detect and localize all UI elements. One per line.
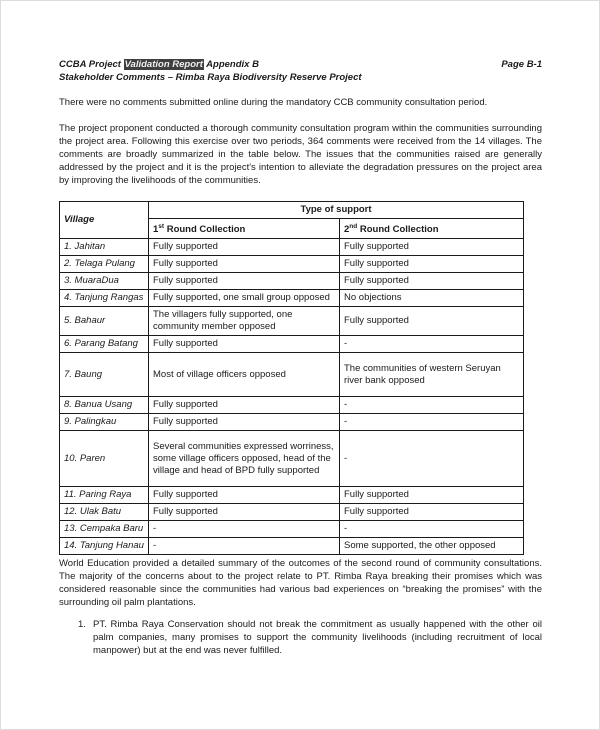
header-title	[59, 58, 259, 71]
table-row	[60, 504, 524, 521]
round1-cell: -	[149, 538, 340, 555]
round2-cell: Fully supported	[340, 307, 524, 336]
round1-cell: Several communities expressed worriness, some village officers opposed, head of the village and head of BPD fully supported	[149, 431, 340, 487]
table-row	[60, 487, 524, 504]
village-cell: 12. Ulak Batu	[60, 504, 149, 521]
page-number: Page B-1	[501, 59, 542, 70]
table-row	[60, 256, 524, 273]
round1-cell: Fully supported	[149, 256, 340, 273]
village-cell: 8. Banua Usang	[60, 397, 149, 414]
village-cell: 14. Tanjung Hanau	[60, 538, 149, 555]
village-cell: 10. Paren	[60, 431, 149, 487]
round2-cell: -	[340, 397, 524, 414]
round2-cell: -	[340, 336, 524, 353]
round1-cell: Fully supported, one small group opposed	[149, 290, 340, 307]
page-content	[1, 1, 599, 657]
table-row	[60, 431, 524, 487]
header-title-post: Appendix B	[203, 59, 259, 70]
table-row	[60, 414, 524, 431]
village-cell: 7. Baung	[60, 353, 149, 397]
round2-ordinal: nd	[349, 223, 358, 230]
round1-ordinal: st	[158, 223, 165, 230]
round2-cell: Fully supported	[340, 256, 524, 273]
round2-num: 2	[344, 224, 350, 236]
table-row	[60, 397, 524, 414]
paragraph-intro: There were no comments submitted online during the mandatory CCB community consultation period.	[59, 97, 488, 108]
list-item-text: PT. Rimba Raya Conservation should not break the commitment as usually happened with the other oil palm companies, many promises to support the community livelihoods (including recruitment of local manpower) but at the end was never fulfilled.	[93, 619, 542, 657]
round2-cell: No objections	[340, 290, 524, 307]
paragraph-consultation: The project proponent conducted a thorough community consultation program within the communities surrounding the project area. Following this exercise over two periods, 364 comments were received from the 14 villages. The comments are broadly summarized in the table below. The issues that the communities raised are generally addressed by the project and it is the project's intention to alleviate the degradation pressures on the project area by improving the livelihoods of the communities.	[59, 123, 542, 186]
round1-cell: Fully supported	[149, 397, 340, 414]
round1-header-cell	[149, 219, 340, 239]
round1-cell: Fully supported	[149, 239, 340, 256]
type-of-support-header-cell: Type of support	[149, 202, 524, 219]
round2-cell: -	[340, 521, 524, 538]
village-cell: 1. Jahitan	[60, 239, 149, 256]
document-header	[59, 58, 542, 71]
round2-cell: Fully supported	[340, 273, 524, 290]
round2-label: Round Collection	[357, 224, 439, 236]
round2-cell: The communities of western Seruyan river bank opposed	[340, 353, 524, 397]
village-cell: 5. Bahaur	[60, 307, 149, 336]
round2-cell: Fully supported	[340, 487, 524, 504]
header-title-highlight: Validation Report	[124, 59, 203, 70]
village-cell: 11. Paring Raya	[60, 487, 149, 504]
village-cell: 4. Tanjung Rangas	[60, 290, 149, 307]
header-title-pre: CCBA Project	[59, 59, 124, 70]
round1-num: 1	[153, 224, 159, 236]
round1-cell: Fully supported	[149, 487, 340, 504]
table-row	[60, 336, 524, 353]
round1-cell: Fully supported	[149, 414, 340, 431]
numbered-list-item	[59, 618, 542, 657]
table-row	[60, 307, 524, 336]
round1-cell: The villagers fully supported, one community member opposed	[149, 307, 340, 336]
village-cell: 2. Telaga Pulang	[60, 256, 149, 273]
table-row	[60, 273, 524, 290]
village-cell: 3. MuaraDua	[60, 273, 149, 290]
list-item-number: 1.	[78, 619, 86, 631]
round1-cell: Most of village officers opposed	[149, 353, 340, 397]
round2-cell: Fully supported	[340, 504, 524, 521]
paragraph-world-education: World Education provided a detailed summary of the outcomes of the second round of community consultations. The majority of the concerns about to the project relate to PT. Rimba Raya breaking their promises which was considered reasonable since the communities had various bad experiences on “breaking the promises” with the surrounding oil palm plantations.	[59, 558, 542, 609]
village-cell: 13. Cempaka Baru	[60, 521, 149, 538]
round2-cell: Fully supported	[340, 239, 524, 256]
table-row	[60, 290, 524, 307]
round2-header-cell	[340, 219, 524, 239]
table-header-row	[60, 202, 524, 219]
table-row	[60, 353, 524, 397]
village-cell: 6. Parang Batang	[60, 336, 149, 353]
round1-label: Round Collection	[164, 224, 246, 236]
round1-cell: -	[149, 521, 340, 538]
document-subtitle: Stakeholder Comments – Rimba Raya Biodiversity Reserve Project	[59, 72, 362, 83]
round1-cell: Fully supported	[149, 504, 340, 521]
table-row	[60, 521, 524, 538]
support-table	[59, 201, 524, 555]
round2-cell: -	[340, 431, 524, 487]
round1-cell: Fully supported	[149, 273, 340, 290]
table-row	[60, 538, 524, 555]
round1-cell: Fully supported	[149, 336, 340, 353]
village-cell: 9. Palingkau	[60, 414, 149, 431]
round2-cell: -	[340, 414, 524, 431]
round2-cell: Some supported, the other opposed	[340, 538, 524, 555]
village-header-cell: Village	[60, 202, 149, 239]
table-row	[60, 239, 524, 256]
